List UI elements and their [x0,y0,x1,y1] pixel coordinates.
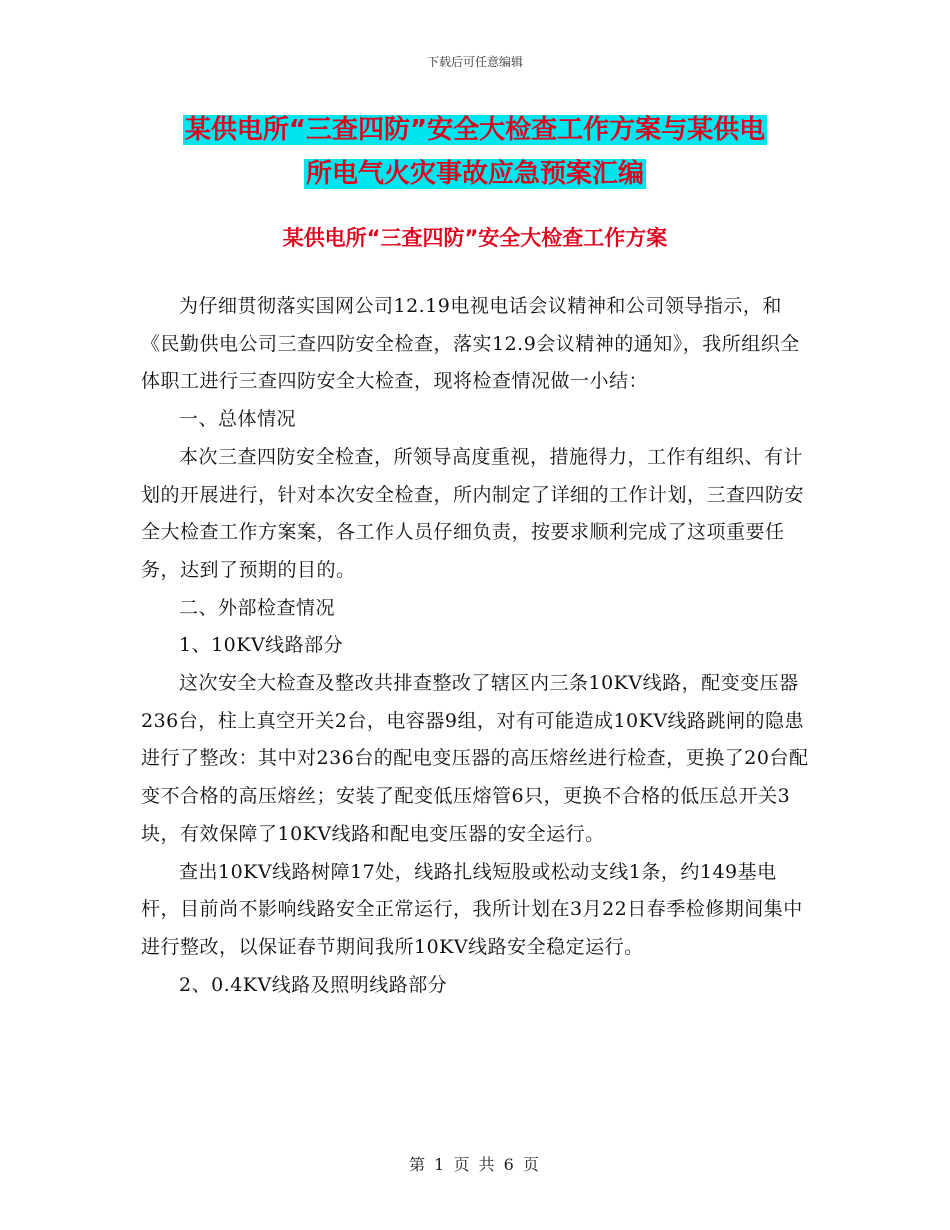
heading-overall: 一、总体情况 [179,408,297,431]
document-body [141,288,811,1004]
heading-10kv: 1、10KV线路部分 [179,634,344,657]
page-footer: 第 1 页 共 6 页 [409,1155,541,1174]
header-note: 下载后可任意编辑 [426,55,523,69]
paragraph-overall: 本次三查四防安全检查，所领导高度重视，措施得力，工作有组织、有计划的开展进行，针对本次安全检查，所内制定了详细的工作计划，三查四防安全大检查工作方案案，各工作人员仔细负责，按要求顺利完成了这项重要任务，达到了预期的目的。 [141,445,805,581]
title-line-1: 某供电所“三查四防”安全大检查工作方案与某供电 [184,115,766,145]
paragraph-10kv-2: 查出10KV线路树障17处，线路扎线短股或松动支线1条，约149基电杆，目前尚不影响线路安全正常运行，我所计划在3月22日春季检修期间集中进行整改，以保证春节期间我所10KV线路安全稳定运行。 [141,860,803,958]
paragraph-10kv-1: 这次安全大检查及整改共排查整改了辖区内三条10KV线路，配变变压器236台，柱上真空开关2台，电容器9组，对有可能造成10KV线路跳闸的隐患进行了整改：其中对236台的配电变压器的高压熔丝进行检查，更换了20台配变不合格的高压熔丝；安装了配变低压熔管6只，更换不合格的低压总开关3块，有效保障了10KV线路和配电变压器的安全运行。 [141,672,809,845]
title-line-2: 所电气火灾事故应急预案汇编 [305,159,644,189]
heading-04kv: 2、0.4KV线路及照明线路部分 [179,973,448,996]
heading-external: 二、外部检查情况 [179,596,336,619]
paragraph-intro: 为仔细贯彻落实国网公司12.19电视电话会议精神和公司领导指示，和《民勤供电公司三查四防安全检查，落实12.9会议精神的通知》，我所组织全体职工进行三查四防安全大检查，现将检查情况做一小结： [141,295,800,393]
document-title [0,108,950,196]
section-title: 某供电所“三查四防”安全大检查工作方案 [282,226,668,250]
